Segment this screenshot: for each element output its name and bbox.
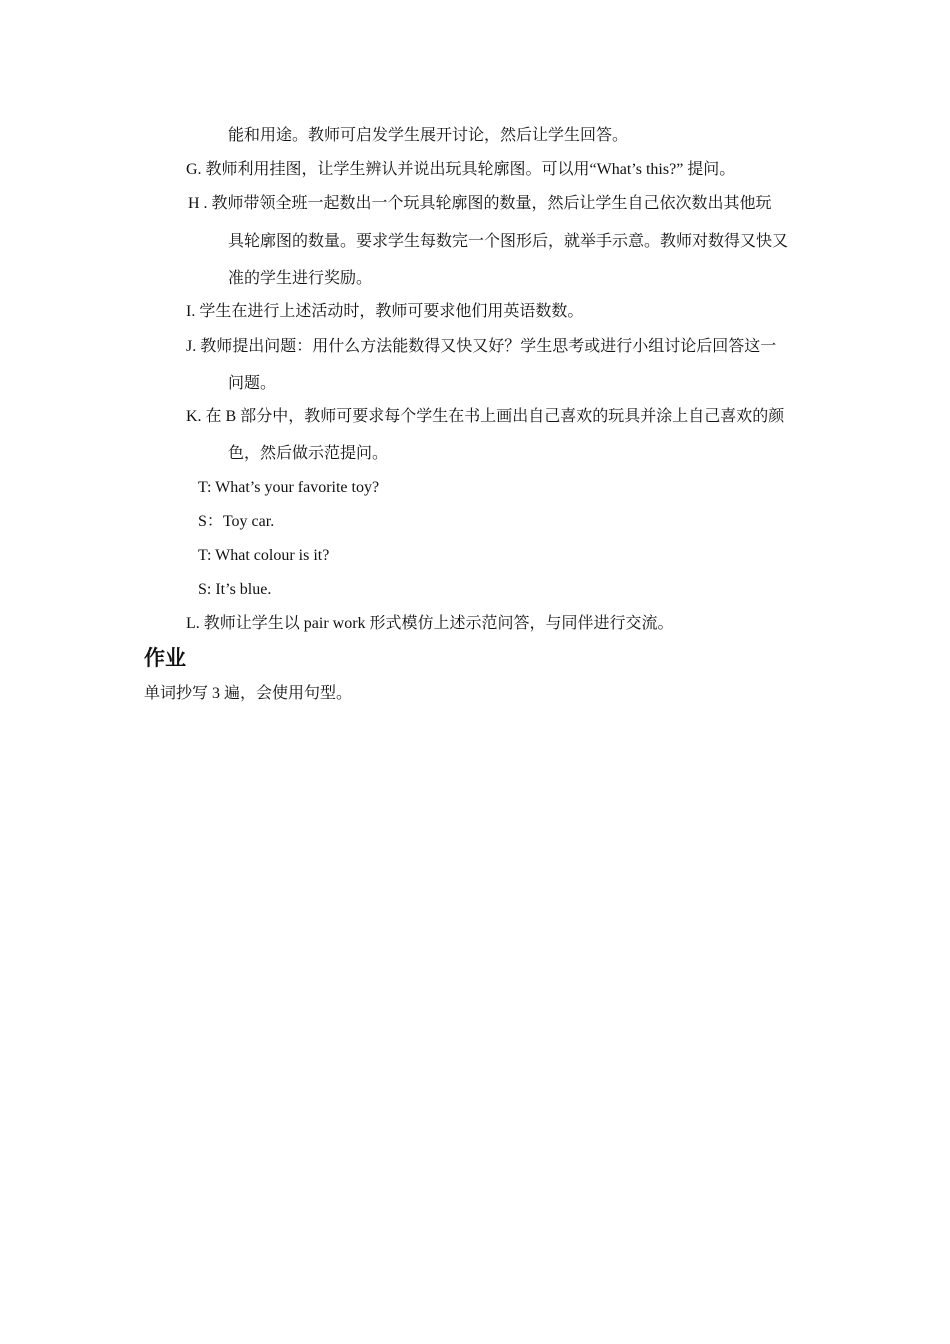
step-f-continuation: 能和用途。教师可启发学生展开讨论，然后让学生回答。 bbox=[228, 127, 629, 144]
step-h: H . 教师带领全班一起数出一个玩具轮廓图的数量，然后让学生自己依次数出其他玩 bbox=[188, 195, 772, 212]
homework-heading: 作业 bbox=[144, 646, 186, 670]
step-h-line-3: 准的学生进行奖励。 bbox=[228, 270, 373, 287]
step-g: G. 教师利用挂图，让学生辨认并说出玩具轮廓图。可以用“What’s this?” 提问。 bbox=[186, 161, 736, 178]
step-l: L. 教师让学生以 pair work 形式模仿上述示范问答，与同伴进行交流。 bbox=[186, 615, 674, 632]
dialogue-line-2: S：Toy car. bbox=[198, 513, 275, 530]
step-k-line-2: 色，然后做示范提问。 bbox=[228, 445, 389, 462]
dialogue-line-1: T: What’s your favorite toy? bbox=[198, 479, 380, 496]
step-h-line-2: 具轮廓图的数量。要求学生每数完一个图形后，就举手示意。教师对数得又快又 bbox=[228, 233, 789, 250]
homework-text: 单词抄写 3 遍，会使用句型。 bbox=[144, 685, 353, 702]
step-j: J. 教师提出问题：用什么方法能数得又快又好？学生思考或进行小组讨论后回答这一 bbox=[186, 338, 777, 355]
dialogue-line-4: S: It’s blue. bbox=[198, 581, 272, 598]
step-i: I. 学生在进行上述活动时，教师可要求他们用英语数数。 bbox=[186, 303, 584, 320]
step-j-line-2: 问题。 bbox=[228, 375, 277, 392]
dialogue-line-3: T: What colour is it? bbox=[198, 547, 330, 564]
step-k: K. 在 B 部分中，教师可要求每个学生在书上画出自己喜欢的玩具并涂上自己喜欢的颜 bbox=[186, 408, 785, 425]
